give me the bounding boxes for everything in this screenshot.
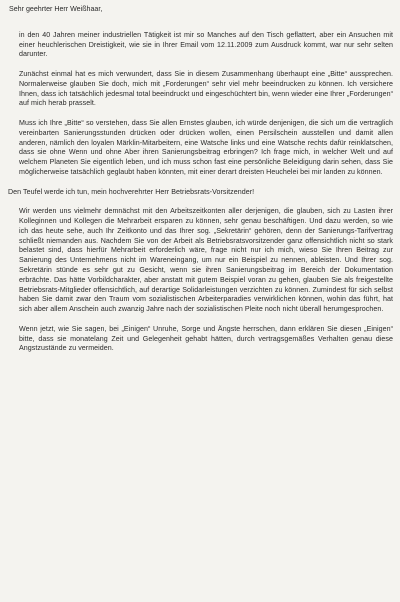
letter-paragraph-3: Muss ich Ihre „Bitte“ so verstehen, dass Sie allen Ernstes glauben, ich würde denjenigen, die sich um die vertraglich vereinbarten Sanierungsstunden drücken oder drücken wollen, einen Persilschein ausstellen und damit allen anderen, nämlich den loyalen Märklin-Mitarbeitern, eine Watsche links und eine Watsche rechts dafür reinklatschen, dass sie ohne Wenn und ohne Aber ihren Sanierungsbeitrag erbringen? Ich frage mich, in welcher Welt und auf welchem Planeten Sie eigentlich leben, und ich muss schon fast eine persönliche Beleidigung darin sehen, dass Sie möglicherweise tatsächlich geglaubt haben könnten, mit einer derart dreisten Heuchelei bei mir landen zu können. bbox=[19, 118, 393, 176]
letter-paragraph-5: Wir werden uns vielmehr demnächst mit den Arbeitszeitkonten aller derjenigen, die glauben, sich zu Lasten ihrer Kolleginnen und Kollegen die Mehrarbeit ersparen zu können, sehr genau beschäftigen. Und dazu werden, so wie ich das heute sehe, auch Ihr Zeitkonto und das Ihrer sog. „Sekretärin“ gehören, denn der Sanierungs-Tarifvertrag schließt niemanden aus. Nachdem Sie von der Arbeit als Betriebsratsvorsitzender ganz offensichtlich nicht so stark belastet sind, dass hierfür Mehrarbeit erforderlich wäre, frage nicht nur ich mich, wieso Sie Ihren Beitrag zur Sanierung des Unternehmens nicht im Wareneingang, um nur ein Beispiel zu nennen, ableisten. Und Ihrer sog. Sekretärin stünde es sehr gut zu Gesicht, wenn sie ihren Sanierungsbeitrag im Bereich der Dokumentation erbrächte. Das hätte Vorbildcharakter, aber anstatt mit gutem Beispiel voran zu gehen, glauben Sie als freigestellte Betriebsrats-Mitglieder offensichtlich, auf derartige Solidarleistungen verzichten zu können. Zumindest für sich selbst haben Sie damit zwar den Traum vom sozialistischen Arbeiterparadies verwirklichen können, wohin das führt, hat sich aber allem Anschein auch zwanzig Jahre nach der sozialistischen Pleite noch nicht überall herumgesprochen. bbox=[19, 207, 393, 314]
letter-paragraph-4: Den Teufel werde ich tun, mein hochverehrter Herr Betriebsrats-Vorsitzender! bbox=[8, 187, 255, 196]
letter-paragraph-2: Zunächst einmal hat es mich verwundert, dass Sie in diesem Zusammenhang überhaupt eine „Bitte“ aussprechen. Normalerweise glauben Sie doch, mich mit „Forderungen“ sehr viel mehr beeindrucken zu können. Ich versichere Ihnen, dass ich tatsächlich jedesmal total beeindruckt und eingeschüchtert bin, wenn wieder eine Ihrer „Forderungen“ auf mich herab prasselt. bbox=[19, 69, 393, 108]
letter-paragraph-1: in den 40 Jahren meiner industriellen Tätigkeit ist mir so Manches auf den Tisch geflattert, aber ein Ansuchen mit einer heuchlerischen Dreistigkeit, wie sie in Ihrer Email vom 12.11.2009 zum Ausdruck kommt, war nur sehr selten darunter. bbox=[19, 30, 393, 59]
letter-salutation: Sehr geehrter Herr Weißhaar, bbox=[9, 5, 103, 13]
letter-paragraph-6: Wenn jetzt, wie Sie sagen, bei „Einigen“ Unruhe, Sorge und Ängste herrschen, dann erklären Sie diesen „Einigen“ bitte, dass sie monatelang Zeit und Gelegenheit gehabt hätten, durch vertragsgemäßes Verhalten genau diese Angstzustände zu vermeiden. bbox=[19, 324, 393, 353]
